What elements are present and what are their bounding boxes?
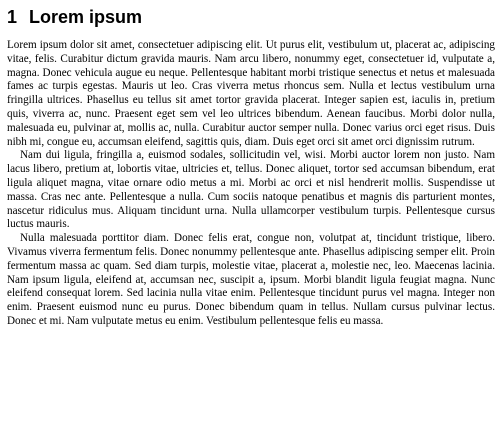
section-heading [7, 6, 495, 28]
section-number: 1 [7, 7, 18, 27]
section-title: Lorem ipsum [29, 7, 143, 27]
paragraph: Nam dui ligula, fringilla a, euismod sodales, sollicitudin vel, wisi. Morbi auctor lorem non justo. Nam lacus libero, pretium at, lobortis vitae, ultricies et, tellus. Donec aliquet, tortor sed accumsan bibendum, erat ligula aliquet magna, vitae ornare odio metus a mi. Morbi ac orci et nisl hendrerit mollis. Suspendisse ut massa. Cras nec ante. Pellentesque a nulla. Cum sociis natoque penatibus et magnis dis parturient montes, nascetur ridiculus mus. Aliquam tincidunt urna. Nulla ullamcorper vestibulum turpis. Pellentesque cursus luctus mauris. [7, 149, 495, 231]
paragraph: Lorem ipsum dolor sit amet, consectetuer adipiscing elit. Ut purus elit, vestibulum ut, placerat ac, adipiscing vitae, felis. Curabitur dictum gravida mauris. Nam arcu libero, nonummy eget, consectetuer id, vulputate a, magna. Donec vehicula augue eu neque. Pellentesque habitant morbi tristique senectus et netus et malesuada fames ac turpis egestas. Mauris ut leo. Cras viverra metus rhoncus sem. Nulla et lectus vestibulum urna fringilla ultrices. Phasellus eu tellus sit amet tortor gravida placerat. Integer sapien est, iaculis in, pretium quis, viverra ac, nunc. Praesent eget sem vel leo ultrices bibendum. Aenean faucibus. Morbi dolor nulla, malesuada eu, pulvinar at, mollis ac, nulla. Curabitur auctor semper nulla. Donec varius orci eget risus. Duis nibh mi, congue eu, accumsan eleifend, sagittis quis, diam. Duis eget orci sit amet orci dignissim rutrum. [7, 39, 495, 148]
paragraph: Nulla malesuada porttitor diam. Donec felis erat, congue non, volutpat at, tincidunt tristique, libero. Vivamus viverra fermentum felis. Donec nonummy pellentesque ante. Phasellus adipiscing semper elit. Proin fermentum massa ac quam. Sed diam turpis, molestie vitae, placerat a, molestie nec, leo. Maecenas lacinia. Nam ipsum ligula, eleifend at, accumsan nec, suscipit a, ipsum. Morbi blandit ligula feugiat magna. Nunc eleifend consequat lorem. Sed lacinia nulla vitae enim. Pellentesque tincidunt purus vel magna. Integer non enim. Praesent euismod nunc eu purus. Donec bibendum quam in tellus. Nullam cursus pulvinar lectus. Donec et mi. Nam vulputate metus eu enim. Vestibulum pellentesque felis eu massa. [7, 232, 495, 327]
body-text [7, 39, 495, 329]
